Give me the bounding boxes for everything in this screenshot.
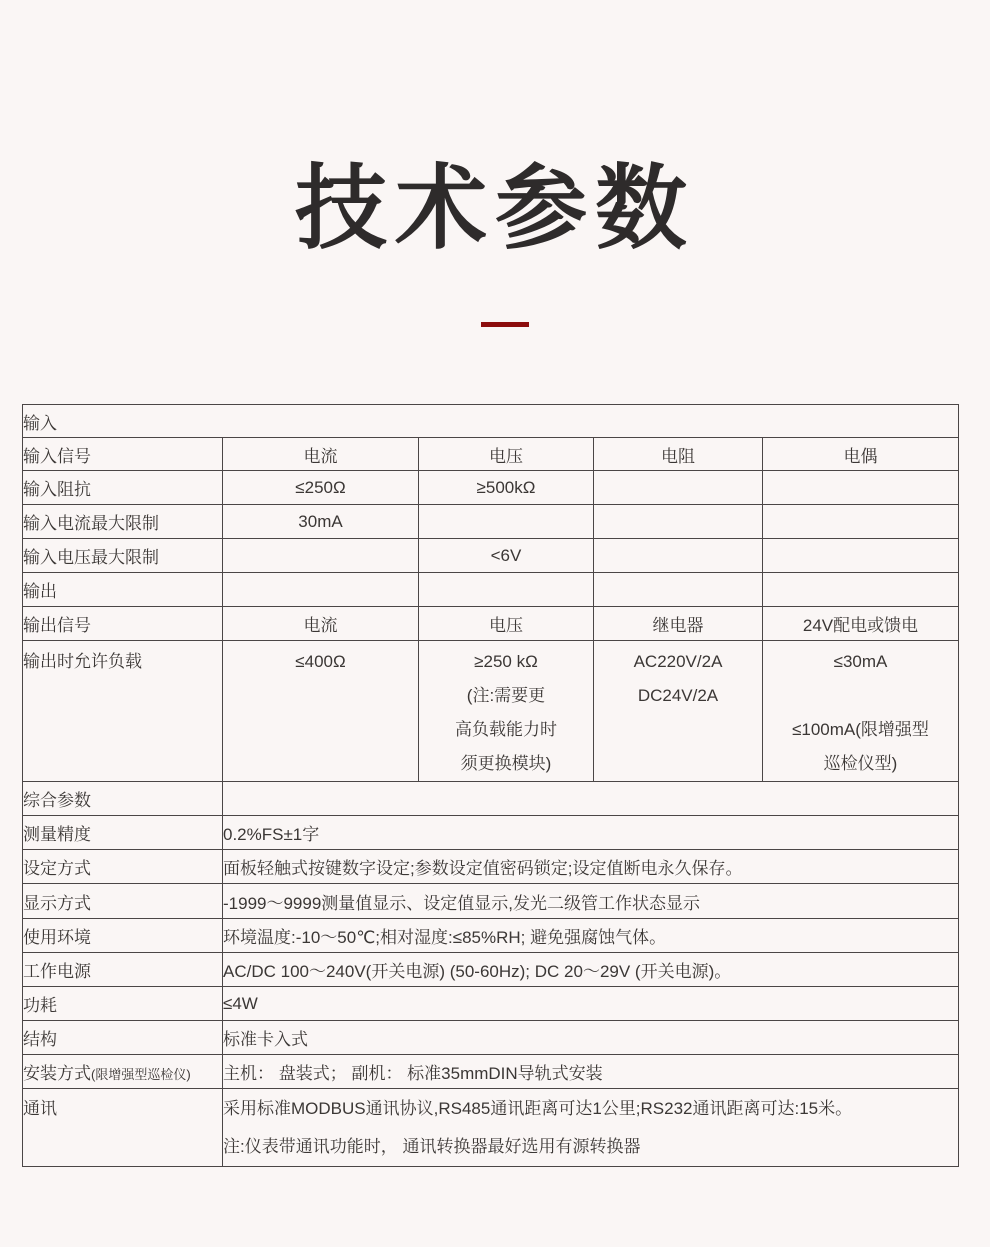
cell-value: 电阻	[594, 438, 763, 471]
cell-value: 主机： 盘装式； 副机： 标准35mmDIN导轨式安装	[223, 1055, 959, 1089]
cell-value	[763, 573, 959, 607]
cell-value	[763, 505, 959, 539]
row-label: 功耗	[23, 987, 223, 1021]
cell-value	[763, 471, 959, 505]
row-label: 输入电压最大限制	[23, 539, 223, 573]
cell-value: 电压	[419, 607, 594, 641]
cell-value: ≤250Ω	[223, 471, 419, 505]
cell-value: AC/DC 100～240V(开关电源) (50-60Hz); DC 20～29V (开关电源)。	[223, 953, 959, 987]
row-label: 输入信号	[23, 438, 223, 471]
row-label: 使用环境	[23, 919, 223, 953]
table-row-structure	[23, 1021, 959, 1055]
cell-line: ≥250 kΩ	[474, 652, 538, 671]
table-row-output-load	[23, 641, 959, 782]
cell-value	[763, 539, 959, 573]
table-row-general-section	[23, 782, 959, 816]
cell-value: ≤4W	[223, 987, 959, 1021]
row-label: 通讯	[23, 1089, 223, 1167]
cell-value: 电流	[223, 438, 419, 471]
table-row-max-input-current	[23, 505, 959, 539]
table-row-power-supply	[23, 953, 959, 987]
row-label: 结构	[23, 1021, 223, 1055]
cell-line	[763, 679, 958, 713]
cell-value: 24V配电或馈电	[763, 607, 959, 641]
cell-value: 标准卡入式	[223, 1021, 959, 1055]
cell-value	[419, 573, 594, 607]
page-title: 技术参数	[294, 158, 695, 260]
cell-line: ≤100mA(限增强型	[792, 720, 929, 739]
cell-value	[223, 573, 419, 607]
table-row-environment	[23, 919, 959, 953]
cell-value	[594, 573, 763, 607]
cell-line: ≤400Ω	[295, 652, 346, 671]
cell-value	[223, 782, 959, 816]
cell-value	[419, 641, 594, 782]
cell-value: 电偶	[763, 438, 959, 471]
table-row-input-impedance	[23, 471, 959, 505]
table-row-setting-method	[23, 850, 959, 884]
cell-value	[594, 539, 763, 573]
row-label: 输入阻抗	[23, 471, 223, 505]
table-row-output-signal	[23, 607, 959, 641]
cell-line: 须更换模块)	[460, 754, 552, 773]
table-row-accuracy	[23, 816, 959, 850]
cell-line: 采用标准MODBUS通讯协议,RS485通讯距离可达1公里;RS232通讯距离可达:15米。	[223, 1099, 853, 1118]
cell-value	[223, 1089, 959, 1167]
cell-value	[594, 641, 763, 782]
cell-value	[419, 505, 594, 539]
cell-value: -1999～9999测量值显示、设定值显示,发光二级管工作状态显示	[223, 884, 959, 919]
table-row-output-section	[23, 573, 959, 607]
cell-line: 注:仪表带通讯功能时， 通讯转换器最好选用有源转换器	[223, 1137, 641, 1156]
cell-value	[594, 505, 763, 539]
cell-line: AC220V/2A	[633, 652, 723, 671]
table-row-max-input-voltage	[23, 539, 959, 573]
table-row-installation	[23, 1055, 959, 1089]
cell-value: 环境温度:-10～50℃;相对湿度:≤85%RH; 避免强腐蚀气体。	[223, 919, 959, 953]
cell-line: 高负载能力时	[455, 720, 557, 739]
cell-value	[594, 471, 763, 505]
cell-value: <6V	[419, 539, 594, 573]
specs-table	[22, 404, 959, 1167]
cell-value	[223, 641, 419, 782]
row-label: 输入电流最大限制	[23, 505, 223, 539]
cell-line: ≤30mA	[833, 652, 888, 671]
cell-value	[223, 539, 419, 573]
title-accent-divider	[481, 322, 529, 327]
row-label: 显示方式	[23, 884, 223, 919]
row-label: 综合参数	[23, 782, 223, 816]
table-row-input-signal	[23, 438, 959, 471]
cell-value	[763, 641, 959, 782]
table-row-communication	[23, 1089, 959, 1167]
cell-value: 0.2%FS±1字	[223, 816, 959, 850]
row-label: 输出信号	[23, 607, 223, 641]
row-label: 输入	[23, 405, 959, 438]
cell-line: 巡检仪型)	[823, 754, 898, 773]
row-label: 工作电源	[23, 953, 223, 987]
row-label: 设定方式	[23, 850, 223, 884]
cell-line: (注:需要更	[466, 686, 546, 705]
row-label-note: (限增强型巡检仪)	[91, 1067, 191, 1082]
cell-value: 电流	[223, 607, 419, 641]
row-label	[23, 1055, 223, 1089]
cell-line: DC24V/2A	[637, 686, 719, 705]
cell-value: 面板轻触式按键数字设定;参数设定值密码锁定;设定值断电永久保存。	[223, 850, 959, 884]
table-row-input-section	[23, 405, 959, 438]
table-row-power-consumption	[23, 987, 959, 1021]
row-label-text: 安装方式	[23, 1064, 91, 1083]
table-row-display-method	[23, 884, 959, 919]
cell-value: ≥500kΩ	[419, 471, 594, 505]
row-label: 输出	[23, 573, 223, 607]
row-label: 测量精度	[23, 816, 223, 850]
cell-value: 电压	[419, 438, 594, 471]
row-label: 输出时允许负载	[23, 641, 223, 782]
cell-value: 继电器	[594, 607, 763, 641]
cell-value: 30mA	[223, 505, 419, 539]
